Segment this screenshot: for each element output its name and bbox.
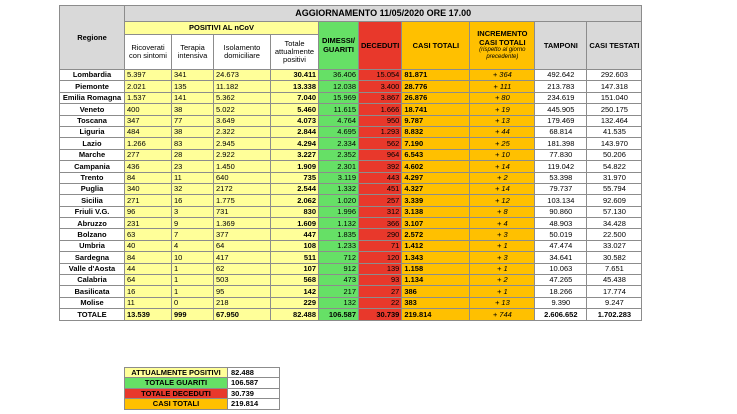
header-terapia: Terapia intensiva bbox=[172, 35, 214, 70]
cell-casi-testati: 151.040 bbox=[587, 92, 642, 103]
cell-isolamento: 62 bbox=[214, 263, 271, 274]
cell-isolamento: 24.673 bbox=[214, 70, 271, 81]
cell-dimessi: 106.587 bbox=[319, 309, 359, 320]
cell-incremento: + 12 bbox=[470, 195, 535, 206]
cell-totale-positivi: 13.338 bbox=[271, 81, 319, 92]
cell-deceduti: 139 bbox=[359, 263, 402, 274]
cell-tamponi: 79.737 bbox=[535, 183, 587, 194]
cell-dimessi: 1.020 bbox=[319, 195, 359, 206]
cell-deceduti: 562 bbox=[359, 138, 402, 149]
cell-terapia: 32 bbox=[172, 183, 214, 194]
summary-row bbox=[125, 388, 280, 398]
cell-terapia: 10 bbox=[172, 252, 214, 263]
cell-regione: Bolzano bbox=[60, 229, 125, 240]
cell-tamponi: 47.265 bbox=[535, 275, 587, 286]
header-regione: Regione bbox=[60, 6, 125, 70]
cell-tamponi: 213.783 bbox=[535, 81, 587, 92]
cell-isolamento: 218 bbox=[214, 297, 271, 308]
summary-label: CASI TOTALI bbox=[125, 399, 228, 409]
cell-dimessi: 217 bbox=[319, 286, 359, 297]
cell-deceduti: 27 bbox=[359, 286, 402, 297]
cell-casi-testati: 143.970 bbox=[587, 138, 642, 149]
header-deceduti: DECEDUTI bbox=[359, 22, 402, 70]
cell-totale-positivi: 82.488 bbox=[271, 309, 319, 320]
cell-incremento: + 2 bbox=[470, 275, 535, 286]
cell-regione: Abruzzo bbox=[60, 218, 125, 229]
cell-casi-testati: 22.500 bbox=[587, 229, 642, 240]
cell-ricoverati: 13.539 bbox=[125, 309, 172, 320]
header-totale-positivi: Totale attualmente positivi bbox=[271, 35, 319, 70]
cell-dimessi: 1.835 bbox=[319, 229, 359, 240]
cell-tamponi: 50.019 bbox=[535, 229, 587, 240]
cell-regione: Marche bbox=[60, 149, 125, 160]
cell-totale-positivi: 107 bbox=[271, 263, 319, 274]
cell-deceduti: 93 bbox=[359, 275, 402, 286]
cell-incremento: + 1 bbox=[470, 286, 535, 297]
cell-casi-testati: 57.130 bbox=[587, 206, 642, 217]
cell-dimessi: 15.969 bbox=[319, 92, 359, 103]
cell-incremento: + 44 bbox=[470, 126, 535, 137]
cell-deceduti: 22 bbox=[359, 297, 402, 308]
cell-isolamento: 2.922 bbox=[214, 149, 271, 160]
cell-deceduti: 312 bbox=[359, 206, 402, 217]
cell-casi-testati: 147.318 bbox=[587, 81, 642, 92]
header-casi-testati: CASI TESTATI bbox=[587, 22, 642, 70]
cell-casi-totali: 8.832 bbox=[402, 126, 470, 137]
cell-regione: Toscana bbox=[60, 115, 125, 126]
cell-ricoverati: 16 bbox=[125, 286, 172, 297]
cell-tamponi: 2.606.652 bbox=[535, 309, 587, 320]
cell-dimessi: 1.233 bbox=[319, 240, 359, 251]
cell-dimessi: 12.038 bbox=[319, 81, 359, 92]
cell-incremento: + 8 bbox=[470, 206, 535, 217]
cell-deceduti: 443 bbox=[359, 172, 402, 183]
cell-incremento: + 2 bbox=[470, 172, 535, 183]
header-incremento bbox=[470, 22, 535, 70]
cell-deceduti: 1.666 bbox=[359, 104, 402, 115]
cell-dimessi: 132 bbox=[319, 297, 359, 308]
cell-totale-positivi: 108 bbox=[271, 240, 319, 251]
cell-terapia: 141 bbox=[172, 92, 214, 103]
summary-row bbox=[125, 378, 280, 388]
cell-dimessi: 1.332 bbox=[319, 183, 359, 194]
page-title: AGGIORNAMENTO 11/05/2020 ORE 17.00 bbox=[125, 6, 642, 22]
cell-incremento: + 364 bbox=[470, 70, 535, 81]
cell-casi-testati: 132.464 bbox=[587, 115, 642, 126]
cell-deceduti: 451 bbox=[359, 183, 402, 194]
header-positivi-group: POSITIVI AL nCoV bbox=[125, 22, 319, 35]
cell-regione: Veneto bbox=[60, 104, 125, 115]
cell-terapia: 11 bbox=[172, 172, 214, 183]
cell-isolamento: 503 bbox=[214, 275, 271, 286]
table-row bbox=[60, 172, 642, 183]
cell-casi-totali: 6.543 bbox=[402, 149, 470, 160]
cell-isolamento: 1.369 bbox=[214, 218, 271, 229]
table-row bbox=[60, 275, 642, 286]
cell-tamponi: 90.860 bbox=[535, 206, 587, 217]
cell-terapia: 7 bbox=[172, 229, 214, 240]
cell-ricoverati: 40 bbox=[125, 240, 172, 251]
cell-dimessi: 2.352 bbox=[319, 149, 359, 160]
cell-casi-totali: 4.297 bbox=[402, 172, 470, 183]
cell-casi-totali: 4.602 bbox=[402, 161, 470, 172]
cell-regione: Molise bbox=[60, 297, 125, 308]
summary-table bbox=[124, 367, 280, 410]
total-row bbox=[60, 309, 642, 320]
cell-casi-testati: 17.774 bbox=[587, 286, 642, 297]
header-dimessi: DIMESSI/ GUARITI bbox=[319, 22, 359, 70]
cell-dimessi: 912 bbox=[319, 263, 359, 274]
cell-regione: Umbria bbox=[60, 240, 125, 251]
table-row bbox=[60, 229, 642, 240]
cell-ricoverati: 277 bbox=[125, 149, 172, 160]
cell-isolamento: 640 bbox=[214, 172, 271, 183]
cell-totale-positivi: 735 bbox=[271, 172, 319, 183]
cell-incremento: + 111 bbox=[470, 81, 535, 92]
cell-regione: Sardegna bbox=[60, 252, 125, 263]
cell-casi-testati: 292.603 bbox=[587, 70, 642, 81]
cell-isolamento: 3.649 bbox=[214, 115, 271, 126]
cell-casi-testati: 34.428 bbox=[587, 218, 642, 229]
cell-casi-totali: 1.343 bbox=[402, 252, 470, 263]
cell-terapia: 38 bbox=[172, 104, 214, 115]
cell-regione: Basilicata bbox=[60, 286, 125, 297]
table-row bbox=[60, 115, 642, 126]
cell-deceduti: 30.739 bbox=[359, 309, 402, 320]
cell-incremento: + 4 bbox=[470, 218, 535, 229]
cell-deceduti: 71 bbox=[359, 240, 402, 251]
cell-isolamento: 2.945 bbox=[214, 138, 271, 149]
cell-ricoverati: 63 bbox=[125, 229, 172, 240]
cell-casi-totali: 4.327 bbox=[402, 183, 470, 194]
cell-totale-positivi: 2.544 bbox=[271, 183, 319, 194]
cell-incremento: + 25 bbox=[470, 138, 535, 149]
cell-incremento: + 80 bbox=[470, 92, 535, 103]
cell-isolamento: 377 bbox=[214, 229, 271, 240]
cell-ricoverati: 436 bbox=[125, 161, 172, 172]
table-row bbox=[60, 183, 642, 194]
cell-casi-testati: 9.247 bbox=[587, 297, 642, 308]
cell-regione: Liguria bbox=[60, 126, 125, 137]
table-row bbox=[60, 92, 642, 103]
cell-deceduti: 366 bbox=[359, 218, 402, 229]
cell-casi-testati: 55.794 bbox=[587, 183, 642, 194]
cell-terapia: 9 bbox=[172, 218, 214, 229]
cell-dimessi: 473 bbox=[319, 275, 359, 286]
table-row bbox=[60, 240, 642, 251]
cell-casi-totali: 1.158 bbox=[402, 263, 470, 274]
cell-dimessi: 4.764 bbox=[319, 115, 359, 126]
cell-ricoverati: 1.537 bbox=[125, 92, 172, 103]
cell-tamponi: 34.641 bbox=[535, 252, 587, 263]
cell-casi-totali: 7.190 bbox=[402, 138, 470, 149]
cell-terapia: 28 bbox=[172, 149, 214, 160]
header-isolamento: Isolamento domiciliare bbox=[214, 35, 271, 70]
cell-ricoverati: 340 bbox=[125, 183, 172, 194]
cell-terapia: 16 bbox=[172, 195, 214, 206]
cell-terapia: 999 bbox=[172, 309, 214, 320]
cell-terapia: 341 bbox=[172, 70, 214, 81]
cell-tamponi: 10.063 bbox=[535, 263, 587, 274]
table-row bbox=[60, 263, 642, 274]
cell-totale-positivi: 30.411 bbox=[271, 70, 319, 81]
cell-ricoverati: 96 bbox=[125, 206, 172, 217]
cell-isolamento: 731 bbox=[214, 206, 271, 217]
cell-incremento: + 13 bbox=[470, 297, 535, 308]
cell-ricoverati: 400 bbox=[125, 104, 172, 115]
cell-casi-testati: 92.609 bbox=[587, 195, 642, 206]
cell-casi-totali: 3.107 bbox=[402, 218, 470, 229]
cell-casi-totali: 26.876 bbox=[402, 92, 470, 103]
cell-casi-testati: 250.175 bbox=[587, 104, 642, 115]
table-row bbox=[60, 252, 642, 263]
cell-regione: Lazio bbox=[60, 138, 125, 149]
cell-ricoverati: 1.266 bbox=[125, 138, 172, 149]
table-row bbox=[60, 297, 642, 308]
cell-incremento: + 14 bbox=[470, 183, 535, 194]
cell-totale-positivi: 568 bbox=[271, 275, 319, 286]
cell-ricoverati: 44 bbox=[125, 263, 172, 274]
cell-deceduti: 964 bbox=[359, 149, 402, 160]
cell-regione: TOTALE bbox=[60, 309, 125, 320]
table-row bbox=[60, 149, 642, 160]
cell-tamponi: 181.398 bbox=[535, 138, 587, 149]
cell-isolamento: 64 bbox=[214, 240, 271, 251]
cell-isolamento: 1.775 bbox=[214, 195, 271, 206]
cell-dimessi: 36.406 bbox=[319, 70, 359, 81]
cell-regione: Valle d'Aosta bbox=[60, 263, 125, 274]
cell-deceduti: 3.400 bbox=[359, 81, 402, 92]
cell-tamponi: 18.266 bbox=[535, 286, 587, 297]
cell-casi-testati: 31.970 bbox=[587, 172, 642, 183]
cell-totale-positivi: 5.460 bbox=[271, 104, 319, 115]
cell-casi-totali: 81.871 bbox=[402, 70, 470, 81]
cell-ricoverati: 64 bbox=[125, 275, 172, 286]
cell-regione: Sicilia bbox=[60, 195, 125, 206]
cell-casi-testati: 33.027 bbox=[587, 240, 642, 251]
cell-terapia: 83 bbox=[172, 138, 214, 149]
table-row bbox=[60, 195, 642, 206]
cell-totale-positivi: 2.844 bbox=[271, 126, 319, 137]
cell-deceduti: 257 bbox=[359, 195, 402, 206]
cell-isolamento: 11.182 bbox=[214, 81, 271, 92]
cell-terapia: 1 bbox=[172, 286, 214, 297]
header-ricoverati: Ricoverati con sintomi bbox=[125, 35, 172, 70]
cell-casi-totali: 386 bbox=[402, 286, 470, 297]
cell-regione: Lombardia bbox=[60, 70, 125, 81]
cell-casi-testati: 41.535 bbox=[587, 126, 642, 137]
cell-incremento: + 10 bbox=[470, 149, 535, 160]
cell-isolamento: 2.322 bbox=[214, 126, 271, 137]
cell-casi-totali: 1.134 bbox=[402, 275, 470, 286]
cell-ricoverati: 347 bbox=[125, 115, 172, 126]
cell-isolamento: 95 bbox=[214, 286, 271, 297]
cell-dimessi: 1.996 bbox=[319, 206, 359, 217]
table-row bbox=[60, 286, 642, 297]
cell-isolamento: 5.022 bbox=[214, 104, 271, 115]
header-casi-totali: CASI TOTALI bbox=[402, 22, 470, 70]
cell-totale-positivi: 830 bbox=[271, 206, 319, 217]
table-row bbox=[60, 81, 642, 92]
cell-totale-positivi: 4.073 bbox=[271, 115, 319, 126]
cell-totale-positivi: 447 bbox=[271, 229, 319, 240]
cell-totale-positivi: 3.227 bbox=[271, 149, 319, 160]
cell-casi-totali: 219.814 bbox=[402, 309, 470, 320]
cell-incremento: + 13 bbox=[470, 115, 535, 126]
cell-totale-positivi: 511 bbox=[271, 252, 319, 263]
cell-ricoverati: 84 bbox=[125, 172, 172, 183]
cell-tamponi: 179.469 bbox=[535, 115, 587, 126]
cell-tamponi: 9.390 bbox=[535, 297, 587, 308]
cell-ricoverati: 5.397 bbox=[125, 70, 172, 81]
summary-label: ATTUALMENTE POSITIVI bbox=[125, 368, 228, 378]
cell-casi-totali: 383 bbox=[402, 297, 470, 308]
summary-value: 30.739 bbox=[228, 388, 280, 398]
covid-regional-table bbox=[59, 5, 642, 321]
cell-regione: Puglia bbox=[60, 183, 125, 194]
cell-incremento: + 3 bbox=[470, 252, 535, 263]
table-row bbox=[60, 70, 642, 81]
cell-tamponi: 103.134 bbox=[535, 195, 587, 206]
cell-deceduti: 290 bbox=[359, 229, 402, 240]
cell-dimessi: 1.132 bbox=[319, 218, 359, 229]
summary-value: 82.488 bbox=[228, 368, 280, 378]
cell-regione: Piemonte bbox=[60, 81, 125, 92]
header-incremento-sub: (rispetto al giorno precedente) bbox=[479, 47, 526, 61]
summary-row bbox=[125, 368, 280, 378]
cell-deceduti: 950 bbox=[359, 115, 402, 126]
cell-ricoverati: 271 bbox=[125, 195, 172, 206]
cell-casi-testati: 50.206 bbox=[587, 149, 642, 160]
cell-isolamento: 417 bbox=[214, 252, 271, 263]
cell-isolamento: 67.950 bbox=[214, 309, 271, 320]
summary-row bbox=[125, 399, 280, 409]
table-row bbox=[60, 138, 642, 149]
cell-terapia: 1 bbox=[172, 275, 214, 286]
cell-isolamento: 1.450 bbox=[214, 161, 271, 172]
cell-incremento: + 19 bbox=[470, 104, 535, 115]
cell-casi-testati: 45.438 bbox=[587, 275, 642, 286]
cell-isolamento: 2172 bbox=[214, 183, 271, 194]
cell-incremento: + 744 bbox=[470, 309, 535, 320]
cell-casi-totali: 18.741 bbox=[402, 104, 470, 115]
cell-totale-positivi: 4.294 bbox=[271, 138, 319, 149]
summary-value: 106.587 bbox=[228, 378, 280, 388]
cell-isolamento: 5.362 bbox=[214, 92, 271, 103]
cell-tamponi: 48.903 bbox=[535, 218, 587, 229]
cell-totale-positivi: 2.062 bbox=[271, 195, 319, 206]
cell-incremento: + 1 bbox=[470, 263, 535, 274]
cell-ricoverati: 484 bbox=[125, 126, 172, 137]
cell-casi-testati: 30.582 bbox=[587, 252, 642, 263]
cell-totale-positivi: 1.909 bbox=[271, 161, 319, 172]
cell-tamponi: 119.042 bbox=[535, 161, 587, 172]
cell-terapia: 77 bbox=[172, 115, 214, 126]
cell-terapia: 38 bbox=[172, 126, 214, 137]
table-row bbox=[60, 161, 642, 172]
cell-casi-testati: 54.822 bbox=[587, 161, 642, 172]
cell-tamponi: 492.642 bbox=[535, 70, 587, 81]
cell-regione: Friuli V.G. bbox=[60, 206, 125, 217]
cell-ricoverati: 231 bbox=[125, 218, 172, 229]
cell-regione: Campania bbox=[60, 161, 125, 172]
cell-casi-totali: 1.412 bbox=[402, 240, 470, 251]
cell-totale-positivi: 229 bbox=[271, 297, 319, 308]
cell-terapia: 1 bbox=[172, 263, 214, 274]
cell-casi-testati: 7.651 bbox=[587, 263, 642, 274]
cell-totale-positivi: 142 bbox=[271, 286, 319, 297]
cell-dimessi: 2.334 bbox=[319, 138, 359, 149]
cell-deceduti: 392 bbox=[359, 161, 402, 172]
cell-totale-positivi: 1.609 bbox=[271, 218, 319, 229]
cell-tamponi: 68.814 bbox=[535, 126, 587, 137]
summary-value: 219.814 bbox=[228, 399, 280, 409]
cell-ricoverati: 11 bbox=[125, 297, 172, 308]
cell-dimessi: 11.615 bbox=[319, 104, 359, 115]
cell-casi-totali: 28.776 bbox=[402, 81, 470, 92]
cell-casi-totali: 3.138 bbox=[402, 206, 470, 217]
cell-ricoverati: 2.021 bbox=[125, 81, 172, 92]
table-body bbox=[60, 70, 642, 321]
cell-incremento: + 3 bbox=[470, 229, 535, 240]
table-row bbox=[60, 206, 642, 217]
header-tamponi: TAMPONI bbox=[535, 22, 587, 70]
cell-tamponi: 53.398 bbox=[535, 172, 587, 183]
cell-dimessi: 712 bbox=[319, 252, 359, 263]
cell-incremento: + 1 bbox=[470, 240, 535, 251]
cell-terapia: 4 bbox=[172, 240, 214, 251]
cell-tamponi: 77.830 bbox=[535, 149, 587, 160]
cell-casi-totali: 9.787 bbox=[402, 115, 470, 126]
cell-dimessi: 4.695 bbox=[319, 126, 359, 137]
cell-deceduti: 3.867 bbox=[359, 92, 402, 103]
cell-casi-testati: 1.702.283 bbox=[587, 309, 642, 320]
cell-incremento: + 14 bbox=[470, 161, 535, 172]
table-row bbox=[60, 218, 642, 229]
summary-label: TOTALE DECEDUTI bbox=[125, 388, 228, 398]
cell-casi-totali: 3.339 bbox=[402, 195, 470, 206]
cell-terapia: 3 bbox=[172, 206, 214, 217]
cell-ricoverati: 84 bbox=[125, 252, 172, 263]
cell-deceduti: 120 bbox=[359, 252, 402, 263]
table-row bbox=[60, 104, 642, 115]
cell-dimessi: 2.301 bbox=[319, 161, 359, 172]
cell-deceduti: 1.293 bbox=[359, 126, 402, 137]
cell-terapia: 23 bbox=[172, 161, 214, 172]
cell-casi-totali: 2.572 bbox=[402, 229, 470, 240]
cell-regione: Calabria bbox=[60, 275, 125, 286]
summary-label: TOTALE GUARITI bbox=[125, 378, 228, 388]
cell-totale-positivi: 7.040 bbox=[271, 92, 319, 103]
cell-tamponi: 47.474 bbox=[535, 240, 587, 251]
cell-regione: Trento bbox=[60, 172, 125, 183]
table-row bbox=[60, 126, 642, 137]
cell-deceduti: 15.054 bbox=[359, 70, 402, 81]
cell-tamponi: 445.905 bbox=[535, 104, 587, 115]
header-incremento-label: INCREMENTO CASI TOTALI bbox=[477, 28, 528, 47]
cell-tamponi: 234.619 bbox=[535, 92, 587, 103]
cell-dimessi: 3.119 bbox=[319, 172, 359, 183]
cell-terapia: 0 bbox=[172, 297, 214, 308]
cell-terapia: 135 bbox=[172, 81, 214, 92]
cell-regione: Emilia Romagna bbox=[60, 92, 125, 103]
